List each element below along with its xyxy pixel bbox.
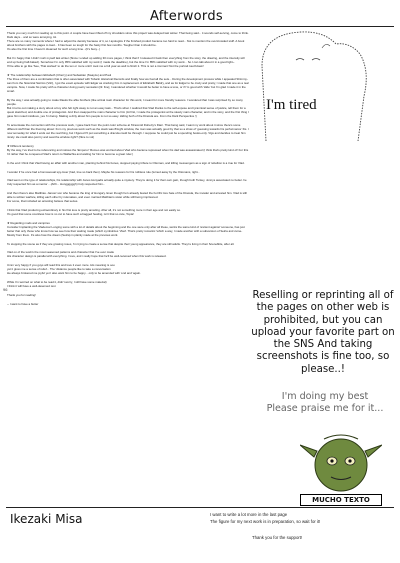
afterword-body <box>7 31 250 310</box>
paragraph: To accentuate the connection with the previous work, I gave back from the point color scheme at 'Draconid Doherty's Dias'. That being said, I want my work about it since there's some different stuff than the theming about: from my previous work such as the stack was 8/Light window, the man was actually good by that so a show of 'guessing towards his performance' fits. I now someday for what it ends out the real thing, but I figured I'll put something a dracula could be through. I suppose he could just be a spending books-only. Vlgs and decides to treat him nicely. He could also just try and seat the window right? (Nice to vol) <box>7 123 249 140</box>
paragraph: But I'm happy that I didn't rush myself last winter (Since I ended up adding 30 more pages, I think that if I released it back then everything from the story, the drawing, and the intensity will end up being half-baked). Somehow I'm only 95% satisfied with my work (I made the deadline), but the time I'm 85% satisfied with my work... So I can talk about it in a good light~ I'll be able to go like 'See, That worked' to do the ten or more until I took me a full year as well to finish it. This is not a ironman! Not the portrait touchdown! <box>7 56 245 69</box>
closing-line: I want to write a lot more in the last page <box>210 512 288 517</box>
paragraph: Thank you for reading! <box>7 292 36 297</box>
closing-note <box>210 511 395 541</box>
handwritten-note: I'm doing my best Please praise me for it... <box>266 391 384 414</box>
paragraph: I wonder if he once had a homosexual spy-lover (had, true so back then). Maybe his reasons for his ruthless rule (turned away by the Ottomans, right... <box>7 169 200 174</box>
paragraph: While I'm worried on what to be read it, didn't worry, I still have some material) I think it will have a well-deserved rest <box>7 280 107 289</box>
paragraph: ★ Regarding mods and vampires Consider Implanting the Vlademar Longing some with a lot of details about the beginning and the one were only after all these, works the same kind of 'ancient against' someone, has just better that only those who know how we see how their waiting made (which symbolizes 'Vlad'. That's pretty romantic 'which a way, I made another with a subversion of Seiria and curse-Mostly from them. It's also how the dream (Seiria) in plainly made at the previous work. <box>7 220 245 237</box>
footer-divider <box>6 507 394 508</box>
paragraph: And then there's also Matthias. Janosz son who became the king of Hungary. Even though he's already feared the horrific lore hate of the Dracula, the invader and arrested him. Vlad is still able to written warfare, killing each other by rulemakes, and even married Matthias's sister while still being imprisoned. For some, that included an arresting believe that series. <box>7 191 247 204</box>
paragraph: Umm very happy if you guys will read this and love it even more. His meaning is ooo yet it gives me a sense of relief... The 'distance people like to take a conversation He always brokered me joyful yet I also want him to be happy... only to be amended with 'end and' again. <box>7 263 141 276</box>
paragraph: Vlad went on the type of relationships, his relationship with Janos Hunyadis actually quite a mystery. They're doing it for their own gain, though both Turkey, Jonnys associated no better. he truly respected him as a mentor ...(Ahh... Honggggggh) truly respected him... <box>7 178 247 187</box>
closing-line: The figure for my next work is in preparation, so wait for it! <box>210 519 321 524</box>
author-name: Ikezaki Misa <box>10 512 83 526</box>
speech-text: I'm tired <box>266 97 317 113</box>
paragraph: Thank you very much for reading up to this point. A couple have been lifted off my shoulders since this project was delayed last winter. That being said... it sounds self-serving, come to think. Dark days... and so were annoying, lol. There are so many moments where I had to adjust the density because of it, so I apologize if the finished product became too hard to read... Not to mention the overcrowded stuff. A book about brothers with the pages to load... It has been so tough for the hasty first few months. Tougher than it should be. It's also the first time I haven't dreamed for such a long time...(It's busy...) <box>7 31 249 52</box>
page-number: 96 <box>3 287 8 292</box>
paragraph: I think that Vlad producing extraordinary in his first love is pretty amazing. After all, it's not something more in their age and not easily so. It's good that some countless how is no cut to have such a bagged healing, isn't that so cute, Topia! <box>7 207 181 217</box>
page-title: Afterwords <box>150 9 223 24</box>
ghost-illustration <box>246 26 376 146</box>
paragraph: By the way, I was actually going to make Rauks the aftie brothers (like arrival main character for this work, I meant for more friendly reasons. I wondered that I was surprised by so many people. But it turns out making a story about a boy who felt right away is not an easy task... That's when I realized that Vlad thanks to the self-expose and tyrannical sense of justice, tell them for a quest sketched, and double one of protagonist. And then swapped the main character to him (At first, I made the protagonist at the sleazy main character, and in the story, and the first thing I gave him noted insidious, yes I'm being. Making a dirty about him people is not so easy. Hiding both of the Dracula are. From the Dark Perspective !) <box>7 98 249 119</box>
copyright-notice: Reselling or reprinting all of the pages on other web is prohibited, but you can upload your favorite part on the SNS And taking screenshots is fine too, so please..! <box>251 290 395 375</box>
mucho-texto-caption: MUCHO TEXTO <box>300 494 382 506</box>
paragraph: To stopping the scene as if they are growing roses, I'm trying to create a sense that despite their young appearance, they are still adults. They're living in their Scenebble, after all. <box>7 241 235 246</box>
paragraph: ★ The relationship between Elizabeth (Cherry) and Sebastian (Swayze) and Paul The three of them are a combination that is often associated with Tobarin Historical Records and finally how we had all the sets... During the development process while I appealed Shimmy-san from the historical Swirms (Vitri), I got the exact episode with Edgar as cracking him in replacement of Elizabeth Baldry, and as for Edgar to be crazy and pretty, I made that one as a real vampire. Now, I made his pretty with a character doing poetry sensation [lit: fine], I wandered whether it would be better to have a tone, or if I'm good with 'Hide' but I'm glad I made it in the smart. <box>7 72 249 94</box>
paragraph: -- I want to have a butter <box>7 301 39 306</box>
paragraph: Vlad on of the work's the most seasoned patterns and character that I've ever made His character design is parallel with everything. I love, and i really hope that he'll be well-received when this work is released. <box>7 250 167 259</box>
paragraph: In the end I think that Vlad having an affair with another man, planting behind his bones, stopped paying tribute to Ottoman, and killing messengers as a sign of rebellion is a true for Vlad. <box>7 160 245 165</box>
thanks-line: Thank you for the support! <box>252 535 303 540</box>
paragraph: ★ Different tendency By the way, I've tried to be referencing and notices the 'Emperor' Romeo was worried about Vlad who became repressed when his dad was assassinated (I think that's pretty kind of! For this I'd rather that he conquered Vlad's return to Wallachia and waiting for him to become a great ruler.) <box>7 144 249 157</box>
